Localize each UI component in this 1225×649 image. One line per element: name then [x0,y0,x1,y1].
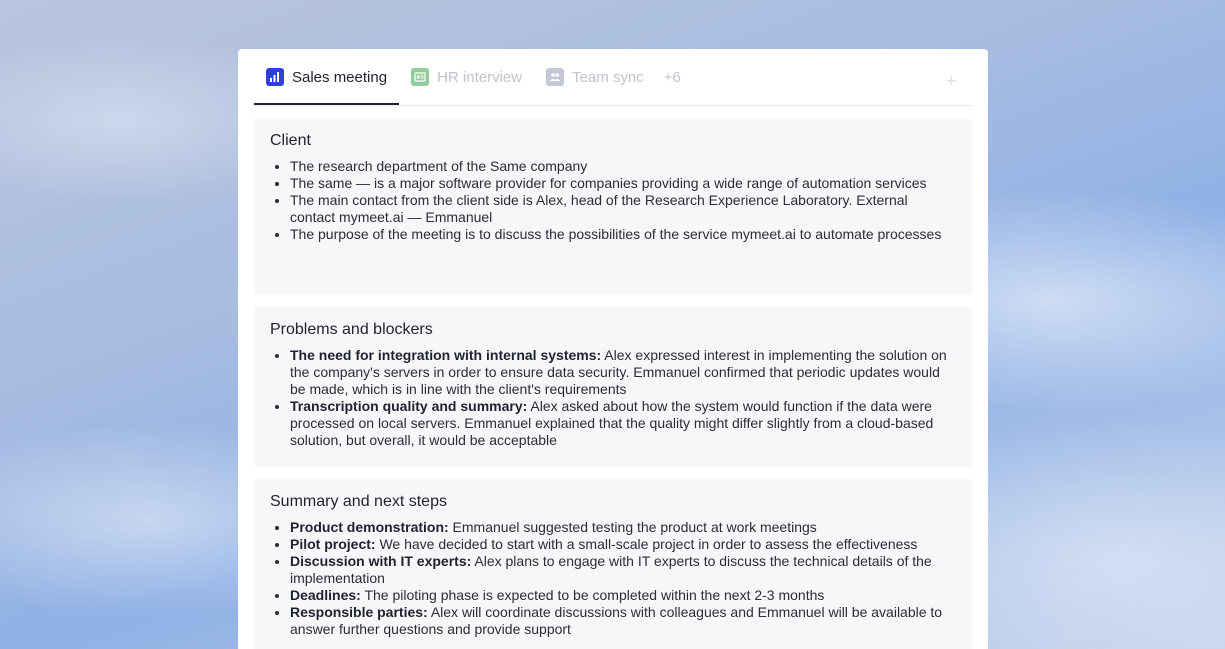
section-problems-and-blockers [254,307,972,467]
section-title: Summary and next steps [270,493,447,510]
id-card-icon [411,68,429,86]
section-list [270,347,956,449]
list-item [290,587,956,604]
list-item-text: Emmanuel suggested testing the product at work meetings [448,519,817,535]
list-item [290,347,956,398]
section-summary-and-next-steps [254,479,972,649]
section-list [270,519,956,638]
list-item-heading: Transcription quality and summary: [290,398,528,414]
tab-sales-meeting[interactable] [254,49,399,105]
list-item-text: Alex will coordinate discussions with colleagues and Emmanuel will be available to answer further questions and provide support [290,604,943,637]
tab-label: Team sync [572,68,644,86]
list-item-text: Alex asked about how the system would function if the data were processed on local servers. Emmanuel explained that the quality might differ slightly from a cloud-based solution, but overall, it would be acceptable [290,398,934,448]
more-tabs-button[interactable]: +6 [663,68,681,86]
list-item-text: The purpose of the meeting is to discuss the possibilities of the service mymeet.ai to automate processes [290,226,942,242]
section-title: Client [270,132,311,149]
tab-label: HR interview [437,68,523,86]
list-item-heading: Discussion with IT experts: [290,553,472,569]
list-item [290,519,956,536]
meeting-summary-card [238,49,988,649]
people-icon [546,68,564,86]
list-item [290,226,956,243]
list-item-heading: Product demonstration: [290,519,449,535]
list-item-heading: Responsible parties: [290,604,428,620]
list-item-text: We have decided to start with a small-scale project in order to assess the effectiveness [375,536,918,552]
list-item [290,192,956,226]
list-item [290,553,956,587]
tab-hr-interview[interactable] [399,49,534,105]
section-list [270,158,956,243]
section-client [254,118,972,295]
list-item [290,536,956,553]
section-title: Problems and blockers [270,321,433,338]
list-item [290,158,956,175]
add-tab-button[interactable]: + [946,73,956,90]
list-item-text: Alex plans to engage with IT experts to discuss the technical details of the implementation [290,553,932,586]
bar-chart-icon [266,68,284,86]
list-item [290,398,956,449]
list-item [290,175,956,192]
list-item-text: The same — is a major software provider for companies providing a wide range of automation services [290,175,927,191]
meeting-tabs [254,49,972,106]
tab-label: Sales meeting [292,68,388,86]
list-item [290,604,956,638]
list-item-text: Alex expressed interest in implementing the solution on the company's servers in order to ensure data security. Emmanuel confirmed that periodic updates would be made, which is in line with the client's requirements [290,347,947,397]
list-item-text: The piloting phase is expected to be completed within the next 2-3 months [360,587,825,603]
list-item-text: The research department of the Same company [290,158,588,174]
tab-team-sync[interactable] [534,49,656,105]
list-item-heading: Deadlines: [290,587,361,603]
list-item-text: The main contact from the client side is Alex, head of the Research Experience Laboratory. External contact mymeet.ai — Emmanuel [290,192,908,225]
list-item-heading: Pilot project: [290,536,376,552]
list-item-heading: The need for integration with internal systems: [290,347,602,363]
